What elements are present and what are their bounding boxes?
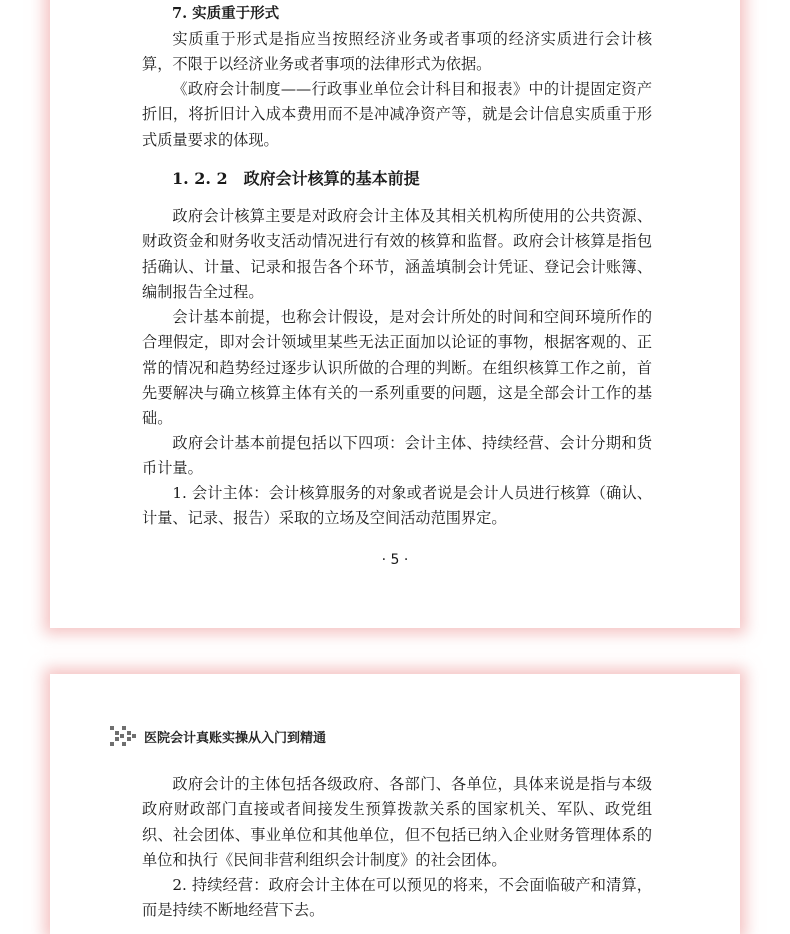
paragraph-entity-scope: 政府会计的主体包括各级政府、各部门、各单位，具体来说是指与本级政府财政部门直接或者间接发生预算拨款关系的国家机关、军队、政党组织、社会团体、事业单位和其他单位，但不包括已纳入企业财务管理体系的单位和执行《民间非营利组织会计制度》的社会团体。 (142, 775, 652, 869)
page-number: · 5 · (381, 552, 409, 568)
running-header (110, 726, 326, 746)
paragraph-accounting-assumption: 会计基本前提，也称会计假设，是对会计所处的时间和空间环境所作的合理假定，即对会计领域里某些无法正面加以论证的事物，根据客观的、正常的情况和趋势经过逐步认识所做的合理的判断。在组织核算工作之前，首先要解决与确立核算主体有关的一系列重要的问题，这是全部会计工作的基础。 (142, 308, 652, 428)
paragraph-substance-definition: 实质重于形式是指应当按照经济业务或者事项的经济实质进行会计核算，不限于以经济业务或者事项的法律形式为依据。 (142, 30, 652, 74)
paragraph-four-assumptions: 政府会计基本前提包括以下四项：会计主体、持续经营、会计分期和货币计量。 (142, 434, 652, 478)
item-heading-substance-over-form: 7. 实质重于形式 (172, 5, 280, 22)
paragraph-substance-example: 《政府会计制度——行政事业单位会计科目和报表》中的计提固定资产折旧，将折旧计入成本费用而不是冲减净资产等，就是会计信息实质重于形式质量要求的体现。 (142, 80, 652, 149)
paragraph-accounting-entity: 1. 会计主体：会计核算服务的对象或者说是会计人员进行核算（确认、计量、记录、报告）采取的立场及空间活动范围界定。 (142, 484, 652, 528)
double-chevron-right-icon (110, 726, 140, 746)
book-page-5 (50, 0, 740, 628)
book-title: 医院会计真账实操从入门到精通 (144, 730, 327, 746)
section-heading-basic-assumptions: 1. 2. 2 政府会计核算的基本前提 (172, 169, 420, 188)
book-page-6 (50, 674, 740, 934)
paragraph-accounting-core: 政府会计核算主要是对政府会计主体及其相关机构所使用的公共资源、财政资金和财务收支活动情况进行有效的核算和监督。政府会计核算是指包括确认、计量、记录和报告各个环节，涵盖填制会计凭证、登记会计账簿、编制报告全过程。 (142, 207, 652, 301)
paragraph-going-concern: 2. 持续经营：政府会计主体在可以预见的将来，不会面临破产和清算，而是持续不断地经营下去。 (142, 876, 652, 920)
